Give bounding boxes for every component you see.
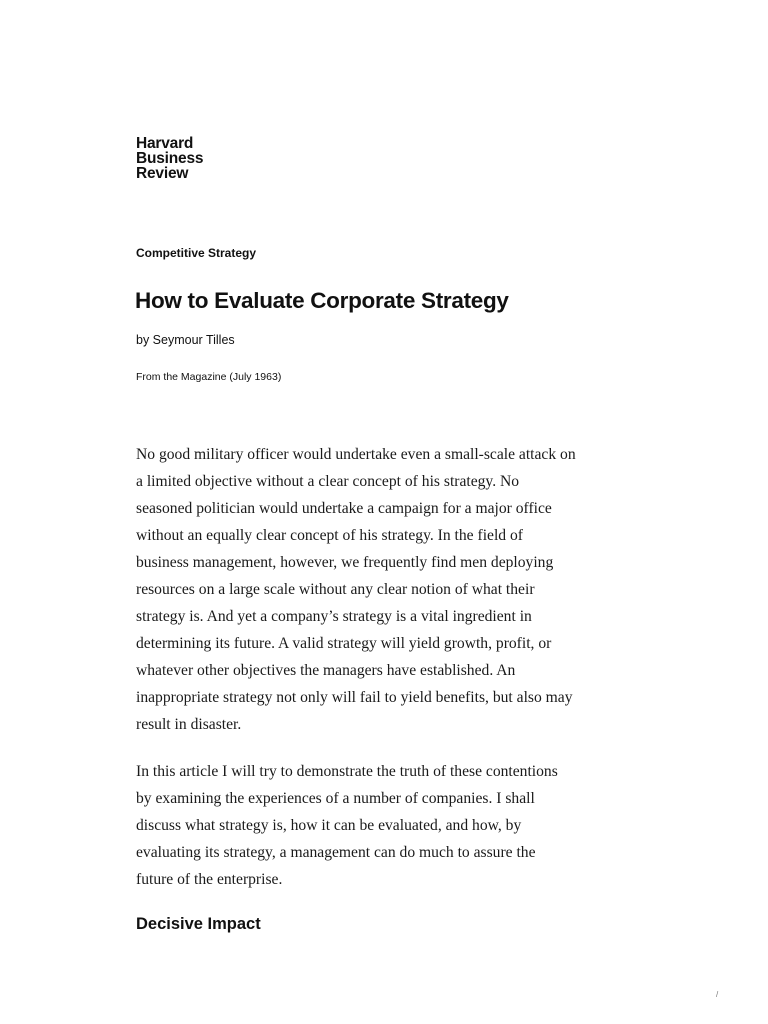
section-subheading: Decisive Impact xyxy=(136,915,261,933)
paragraph-1 xyxy=(136,441,636,738)
logo-line-harvard: Harvard xyxy=(136,135,194,152)
paragraph-line: future of the enterprise. xyxy=(136,871,283,888)
article-title: How to Evaluate Corporate Strategy xyxy=(135,288,509,313)
publication-source: From the Magazine (July 1963) xyxy=(136,371,282,383)
paragraph-line: inappropriate strategy not only will fail to yield benefits, but also may xyxy=(136,689,573,706)
logo-line-business: Business xyxy=(136,150,204,167)
paragraph-line: result in disaster. xyxy=(136,716,242,733)
paragraph-line: strategy is. And yet a company’s strategy is a vital ingredient in xyxy=(136,608,532,625)
paragraph-line: In this article I will try to demonstrate the truth of these contentions xyxy=(136,763,558,780)
paragraph-line: resources on a large scale without any clear notion of what their xyxy=(136,581,535,598)
paragraph-line: seasoned politician would undertake a campaign for a major office xyxy=(136,500,552,517)
paragraph-line: discuss what strategy is, how it can be evaluated, and how, by xyxy=(136,817,522,834)
paragraph-line: by examining the experiences of a number of companies. I shall xyxy=(136,790,535,807)
paragraph-line: a limited objective without a clear concept of his strategy. No xyxy=(136,473,520,490)
paragraph-line: determining its future. A valid strategy will yield growth, profit, or xyxy=(136,635,552,652)
paragraph-line: without an equally clear concept of his strategy. In the field of xyxy=(136,527,523,544)
paragraph-2 xyxy=(136,758,636,893)
page-number: / xyxy=(716,990,719,999)
article-body xyxy=(136,441,636,913)
paragraph-line: whatever other objectives the managers have established. An xyxy=(136,662,516,679)
paragraph-line: business management, however, we frequently find men deploying xyxy=(136,554,554,571)
logo-line-review: Review xyxy=(136,165,189,182)
section-label: Competitive Strategy xyxy=(136,246,257,260)
paragraph-line: evaluating its strategy, a management can do much to assure the xyxy=(136,844,536,861)
author-byline: by Seymour Tilles xyxy=(136,333,235,347)
hbr-logo xyxy=(136,136,203,181)
paragraph-line: No good military officer would undertake even a small-scale attack on xyxy=(136,446,576,463)
